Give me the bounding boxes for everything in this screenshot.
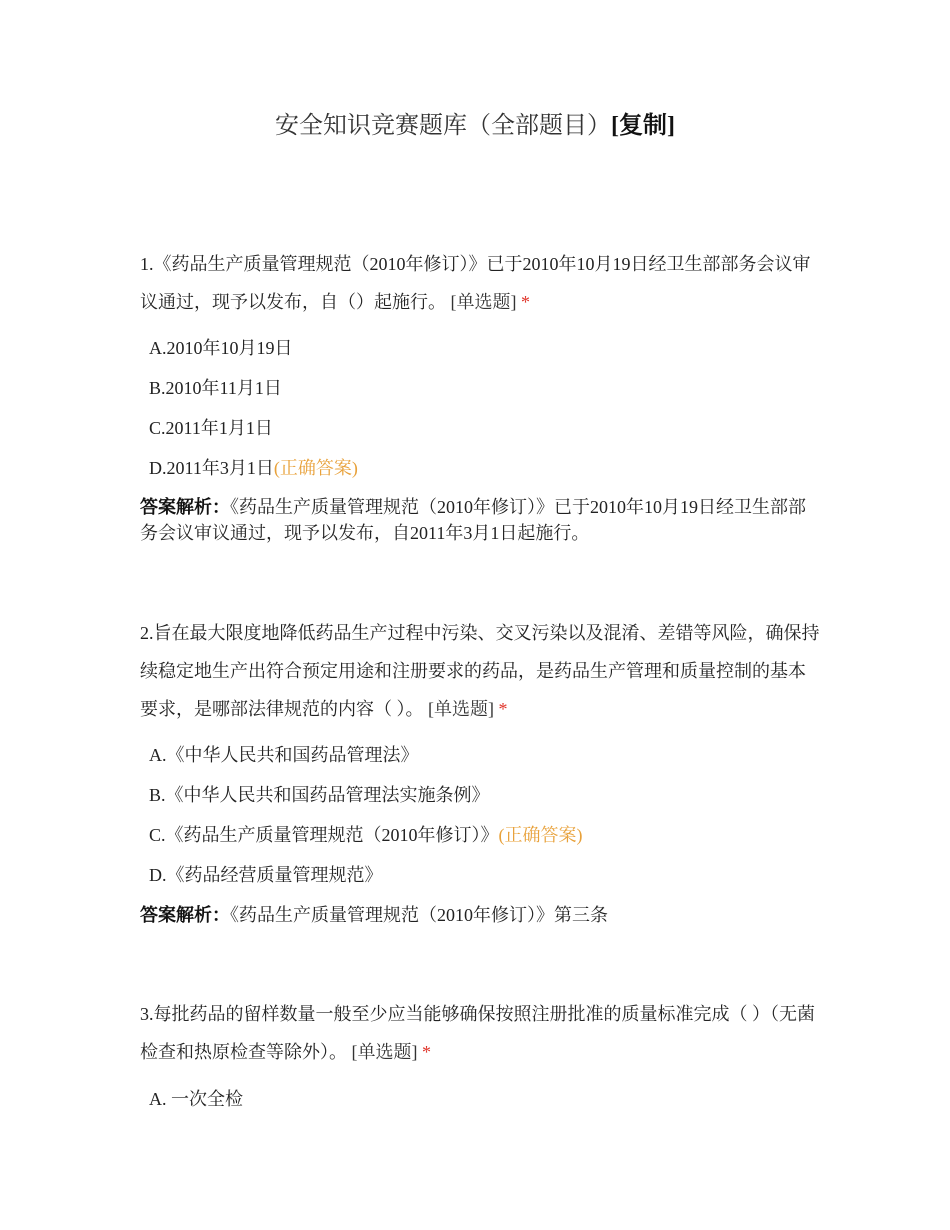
question-type-tag: [单选题] — [351, 1042, 418, 1062]
correct-answer-tag: (正确答案) — [273, 458, 358, 478]
correct-answer-tag: (正确答案) — [498, 825, 583, 845]
question-3-text — [140, 995, 820, 1071]
option-3a[interactable] — [149, 1087, 243, 1111]
option-1c[interactable] — [149, 416, 273, 440]
analysis-label: 答案解析： — [140, 497, 230, 517]
option-text: A.2010年10月19日 — [149, 338, 293, 358]
analysis-label: 答案解析： — [140, 905, 230, 925]
required-mark: * — [498, 699, 508, 719]
option-text: B.《中华人民共和国药品管理法实施条例》 — [149, 785, 490, 805]
analysis-text: 《药品生产质量管理规范（2010年修订）》第三条 — [230, 905, 608, 925]
question-1-text — [140, 245, 820, 321]
question-stem: 3.每批药品的留样数量一般至少应当能够确保按照注册批准的质量标准完成（ ）（无菌检查和热原检查等除外）。 — [140, 1004, 815, 1062]
option-text: D.2011年3月1日 — [149, 458, 274, 478]
question-type-tag: [单选题] — [428, 699, 494, 719]
option-1d[interactable] — [149, 456, 358, 480]
option-2c[interactable] — [149, 823, 583, 847]
title-text: 安全知识竞赛题库（全部题目） — [275, 113, 611, 139]
page-title — [0, 110, 950, 142]
question-type-tag: [单选题] — [450, 292, 517, 312]
question-2-text — [140, 614, 820, 728]
option-text: D.《药品经营质量管理规范》 — [149, 865, 383, 885]
answer-analysis-1 — [140, 494, 820, 546]
option-text: C.2011年1月1日 — [149, 418, 273, 438]
required-mark: * — [422, 1042, 431, 1062]
analysis-text: 《药品生产质量管理规范（2010年修订）》已于2010年10月19日经卫生部部务会议审议通过，现予以发布，自2011年3月1日起施行。 — [140, 497, 806, 543]
copy-link[interactable]: [复制] — [611, 113, 675, 139]
option-1a[interactable] — [149, 336, 293, 360]
required-mark: * — [521, 292, 530, 312]
option-text: B.2010年11月1日 — [149, 378, 282, 398]
question-stem: 1.《药品生产质量管理规范（2010年修订）》已于2010年10月19日经卫生部部务会议审议通过，现予以发布，自（）起施行。 — [140, 254, 811, 312]
option-text: A. 一次全检 — [149, 1089, 243, 1109]
option-2a[interactable] — [149, 743, 419, 767]
option-2b[interactable] — [149, 783, 490, 807]
option-text: A.《中华人民共和国药品管理法》 — [149, 745, 419, 765]
option-2d[interactable] — [149, 863, 383, 887]
question-stem: 2.旨在最大限度地降低药品生产过程中污染、交叉污染以及混淆、差错等风险，确保持续稳定地生产出符合预定用途和注册要求的药品，是药品生产管理和质量控制的基本要求，是哪部法律规范的内容（ ）。 — [140, 623, 820, 719]
option-text: C.《药品生产质量管理规范（2010年修订）》 — [149, 825, 499, 845]
answer-analysis-2 — [140, 902, 820, 928]
option-1b[interactable] — [149, 376, 282, 400]
